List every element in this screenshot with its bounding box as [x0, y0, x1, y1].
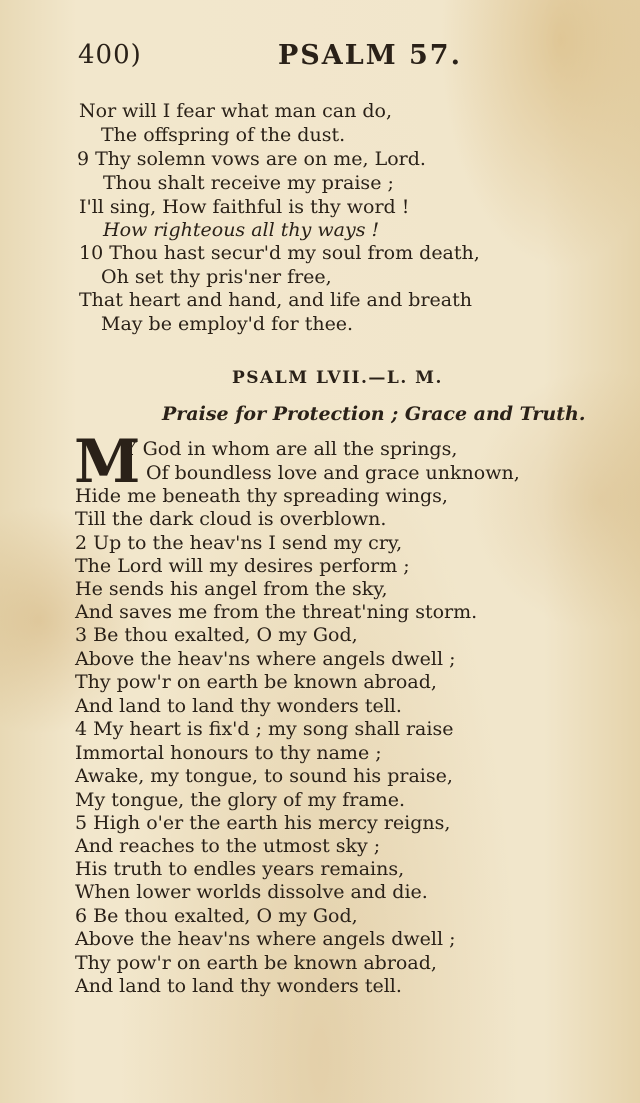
verse-line: Nor will I fear what man can do,	[79, 100, 392, 122]
drop-cap: M	[74, 427, 141, 497]
verse-line: The Lord will my desires perform ;	[75, 555, 410, 577]
verse-line: How righteous all thy ways !	[103, 219, 380, 241]
verse-line: He sends his angel from the sky,	[75, 578, 388, 600]
page-header	[78, 40, 548, 80]
verse-line: Y God in whom are all the springs,	[124, 438, 458, 460]
verse-line: Oh set thy pris'ner free,	[101, 266, 332, 288]
running-head: PSALM 57.	[278, 40, 462, 71]
verse-line: Above the heav'ns where angels dwell ;	[75, 928, 456, 950]
verse-line: Thy pow'r on earth be known abroad,	[75, 671, 437, 693]
verse-line: And saves me from the threat'ning storm.	[75, 601, 478, 623]
verse-line: 5 High o'er the earth his mercy reigns,	[75, 812, 451, 834]
verse-line: May be employ'd for thee.	[101, 313, 354, 335]
verse-line: And land to land thy wonders tell.	[75, 695, 402, 717]
verse-line: 6 Be thou exalted, O my God,	[75, 905, 358, 927]
verse-line: Immortal honours to thy name ;	[75, 742, 382, 764]
verse-line: 4 My heart is fix'd ; my song shall raise	[75, 718, 454, 740]
verse-line: I'll sing, How faithful is thy word !	[79, 196, 410, 218]
verse-line: Hide me beneath thy spreading wings,	[75, 485, 448, 507]
psalm-title: PSALM LVII.—L. M.	[232, 368, 443, 388]
page-number: 400)	[78, 40, 142, 70]
verse-line: Thou shalt receive my praise ;	[103, 172, 394, 194]
verse-line: Above the heav'ns where angels dwell ;	[75, 648, 456, 670]
verse-line: Awake, my tongue, to sound his praise,	[75, 765, 453, 787]
verse-line: Thy pow'r on earth be known abroad,	[75, 952, 437, 974]
verse-line: When lower worlds dissolve and die.	[75, 881, 428, 903]
verse-line: 9 Thy solemn vows are on me, Lord.	[77, 148, 426, 170]
verse-line: Till the dark cloud is overblown.	[75, 508, 387, 530]
verse-line: 10 Thou hast secur'd my soul from death,	[79, 242, 480, 264]
verse-line: That heart and hand, and life and breath	[79, 289, 472, 311]
verse-line: And land to land thy wonders tell.	[75, 975, 402, 997]
verse-line: His truth to endles years remains,	[75, 858, 405, 880]
psalm-subtitle: Praise for Protection ; Grace and Truth.	[162, 403, 586, 425]
verse-line: And reaches to the utmost sky ;	[75, 835, 381, 857]
verse-line: 2 Up to the heav'ns I send my cry,	[75, 532, 403, 554]
verse-line: The offspring of the dust.	[101, 124, 346, 146]
verse-line: My tongue, the glory of my frame.	[75, 789, 405, 811]
verse-line: Of boundless love and grace unknown,	[146, 462, 520, 484]
verse-line: 3 Be thou exalted, O my God,	[75, 624, 358, 646]
